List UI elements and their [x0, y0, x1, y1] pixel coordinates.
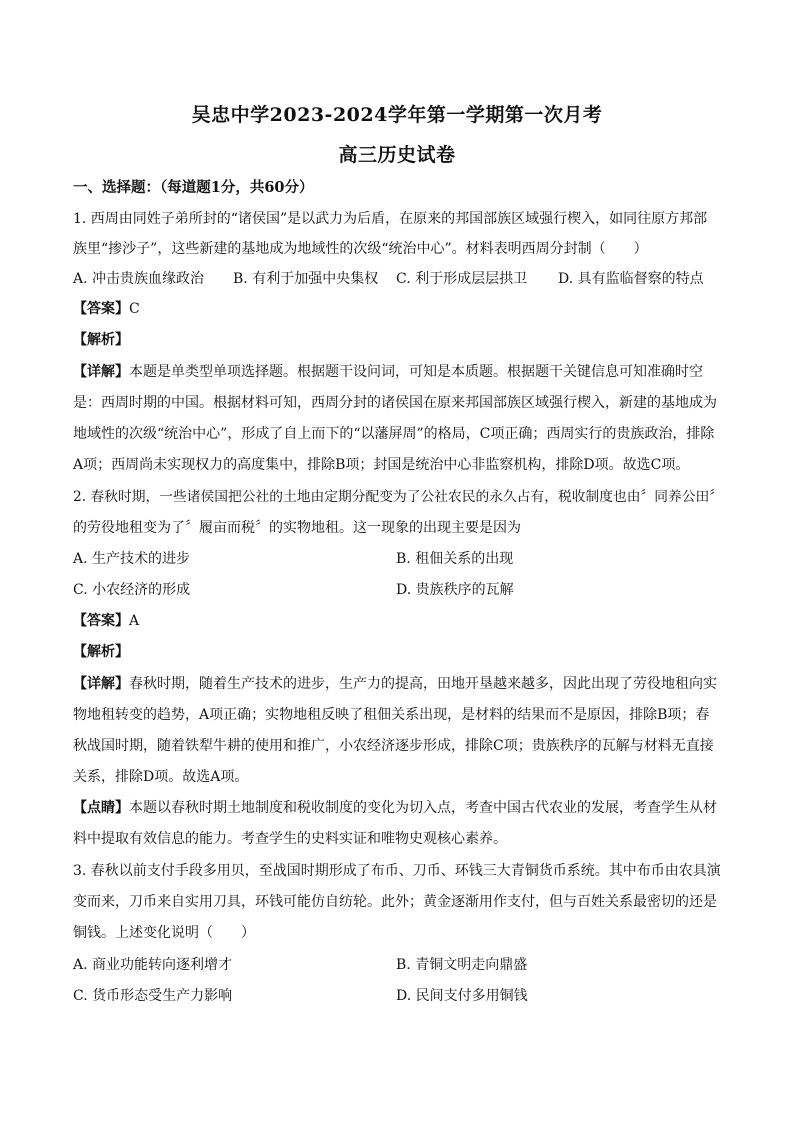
q1-answer [73, 299, 723, 319]
q1-option-b: B. 有利于加强中央集权 [233, 271, 379, 287]
q2-stem-line2: 的劳役地租变为了〞履亩而税〞的实物地租。这一现象的出现主要是因为 [73, 520, 521, 536]
q1-option-c: C. 利于形成层层拱卫 [396, 271, 528, 287]
detail-label: 【详解】 [73, 676, 129, 692]
q3-option-c: C. 货币形态受生产力影响 [73, 988, 233, 1004]
q3-option-a: A. 商业功能转向逐利增才 [73, 957, 233, 973]
comment-text: 本题以春秋时期土地制度和税收制度的变化为切入点，考查中国古代农业的发展，考查学生从材 [129, 800, 717, 816]
q2-option-a: A. 生产技术的进步 [73, 551, 191, 567]
q2-detail-line4: 关系，排除D项。故选A项。 [73, 769, 249, 785]
q1-detail-line2: 是：西周时期的中国。根据材料可知，西周分封的诸侯国在原来邦国部族区域强行楔入，新建的基地成为 [73, 395, 717, 411]
q2-option-c: C. 小农经济的形成 [73, 582, 191, 598]
q2-option-b: B. 租佃关系的出现 [396, 551, 514, 567]
q3-option-d: D. 民间支付多用铜钱 [396, 988, 528, 1004]
answer-label: 【答案】 [73, 301, 129, 317]
q1-option-a: A. 冲击贵族血缘政治 [73, 271, 205, 287]
analysis-label: 【解析】 [73, 644, 129, 660]
q1-analysis-label [73, 330, 723, 350]
q1-stem-line1: 1. 西周由同姓子弟所封的“诸侯国”是以武力为后盾，在原来的邦国部族区域强行楔入，如同往原方邦部 [73, 211, 708, 227]
q2-detail-line1 [73, 674, 723, 694]
answer-value: A [129, 613, 140, 629]
q1-stem-line2: 族里“掺沙子”，这些新建的基地成为地域性的次级“统治中心”。材料表明西周分封制（ ） [73, 241, 648, 257]
detail-text: 春秋时期，随着生产技术的进步，生产力的提高，田地开垦越来越多，因此出现了劳役地租向实 [129, 676, 717, 692]
section-heading: 一、选择题：（每道题1分，共60分） [73, 179, 314, 196]
q1-detail-line3: 地域性的次级“统治中心”，形成了自上而下的“以藩屏周”的格局，C项正确；西周实行的贵族政治，排除 [73, 426, 715, 442]
detail-label: 【详解】 [73, 364, 129, 380]
detail-text: 本题是单类型单项选择题。根据题干设问词，可知是本质题。根据题干关键信息可知准确时空 [129, 364, 703, 380]
answer-label: 【答案】 [73, 613, 129, 629]
q3-option-b: B. 青铜文明走向鼎盛 [396, 957, 528, 973]
q3-stem-line2: 变而来，刀币来自实用刀具，环钱可能仿自纺轮。此外；黄金逐渐用作支付，但与百姓关系最密切的还是 [73, 894, 717, 910]
q2-option-d: D. 贵族秩序的瓦解 [396, 582, 514, 598]
q1-detail-line4: A项；西周尚未实现权力的高度集中，排除B项；封国是统治中心非监察机构，排除D项。故选C项。 [73, 457, 690, 473]
q2-answer [73, 611, 723, 631]
q2-stem-line1: 2. 春秋时期，一些诸侯国把公社的土地由定期分配变为了公社农民的永久占有，税收制度也由〞同养公田〞 [73, 489, 723, 505]
exam-subtitle: 高三历史试卷 [338, 144, 456, 166]
q3-stem-line1: 3. 春秋以前支付手段多用贝，至战国时期形成了布币、刀币、环钱三大青铜货币系统。其中布币由农具演 [73, 863, 721, 879]
exam-title: 吴忠中学2023-2024学年第一学期第一次月考 [191, 104, 603, 126]
answer-value: C [129, 301, 140, 317]
q3-stem-line3: 铜钱。上述变化说明（ ） [73, 925, 255, 941]
analysis-label: 【解析】 [73, 332, 129, 348]
q2-detail-line3: 秋战国时期，随着铁犁牛耕的使用和推广，小农经济逐步形成，排除C项；贵族秩序的瓦解与材料无直接 [73, 738, 714, 754]
q2-comment-line2: 料中提取有效信息的能力。考查学生的史料实证和唯物史观核心素养。 [73, 831, 507, 847]
q1-detail-line1 [73, 362, 723, 382]
comment-label: 【点睛】 [73, 800, 129, 816]
q2-detail-line2: 物地租转变的趋势，A项正确；实物地租反映了租佃关系出现，是材料的结果而不是原因，排除B项；春 [73, 707, 710, 723]
q2-comment-line1 [73, 798, 723, 818]
q2-analysis-label [73, 642, 723, 662]
q1-option-d: D. 具有监临督察的特点 [558, 271, 704, 287]
